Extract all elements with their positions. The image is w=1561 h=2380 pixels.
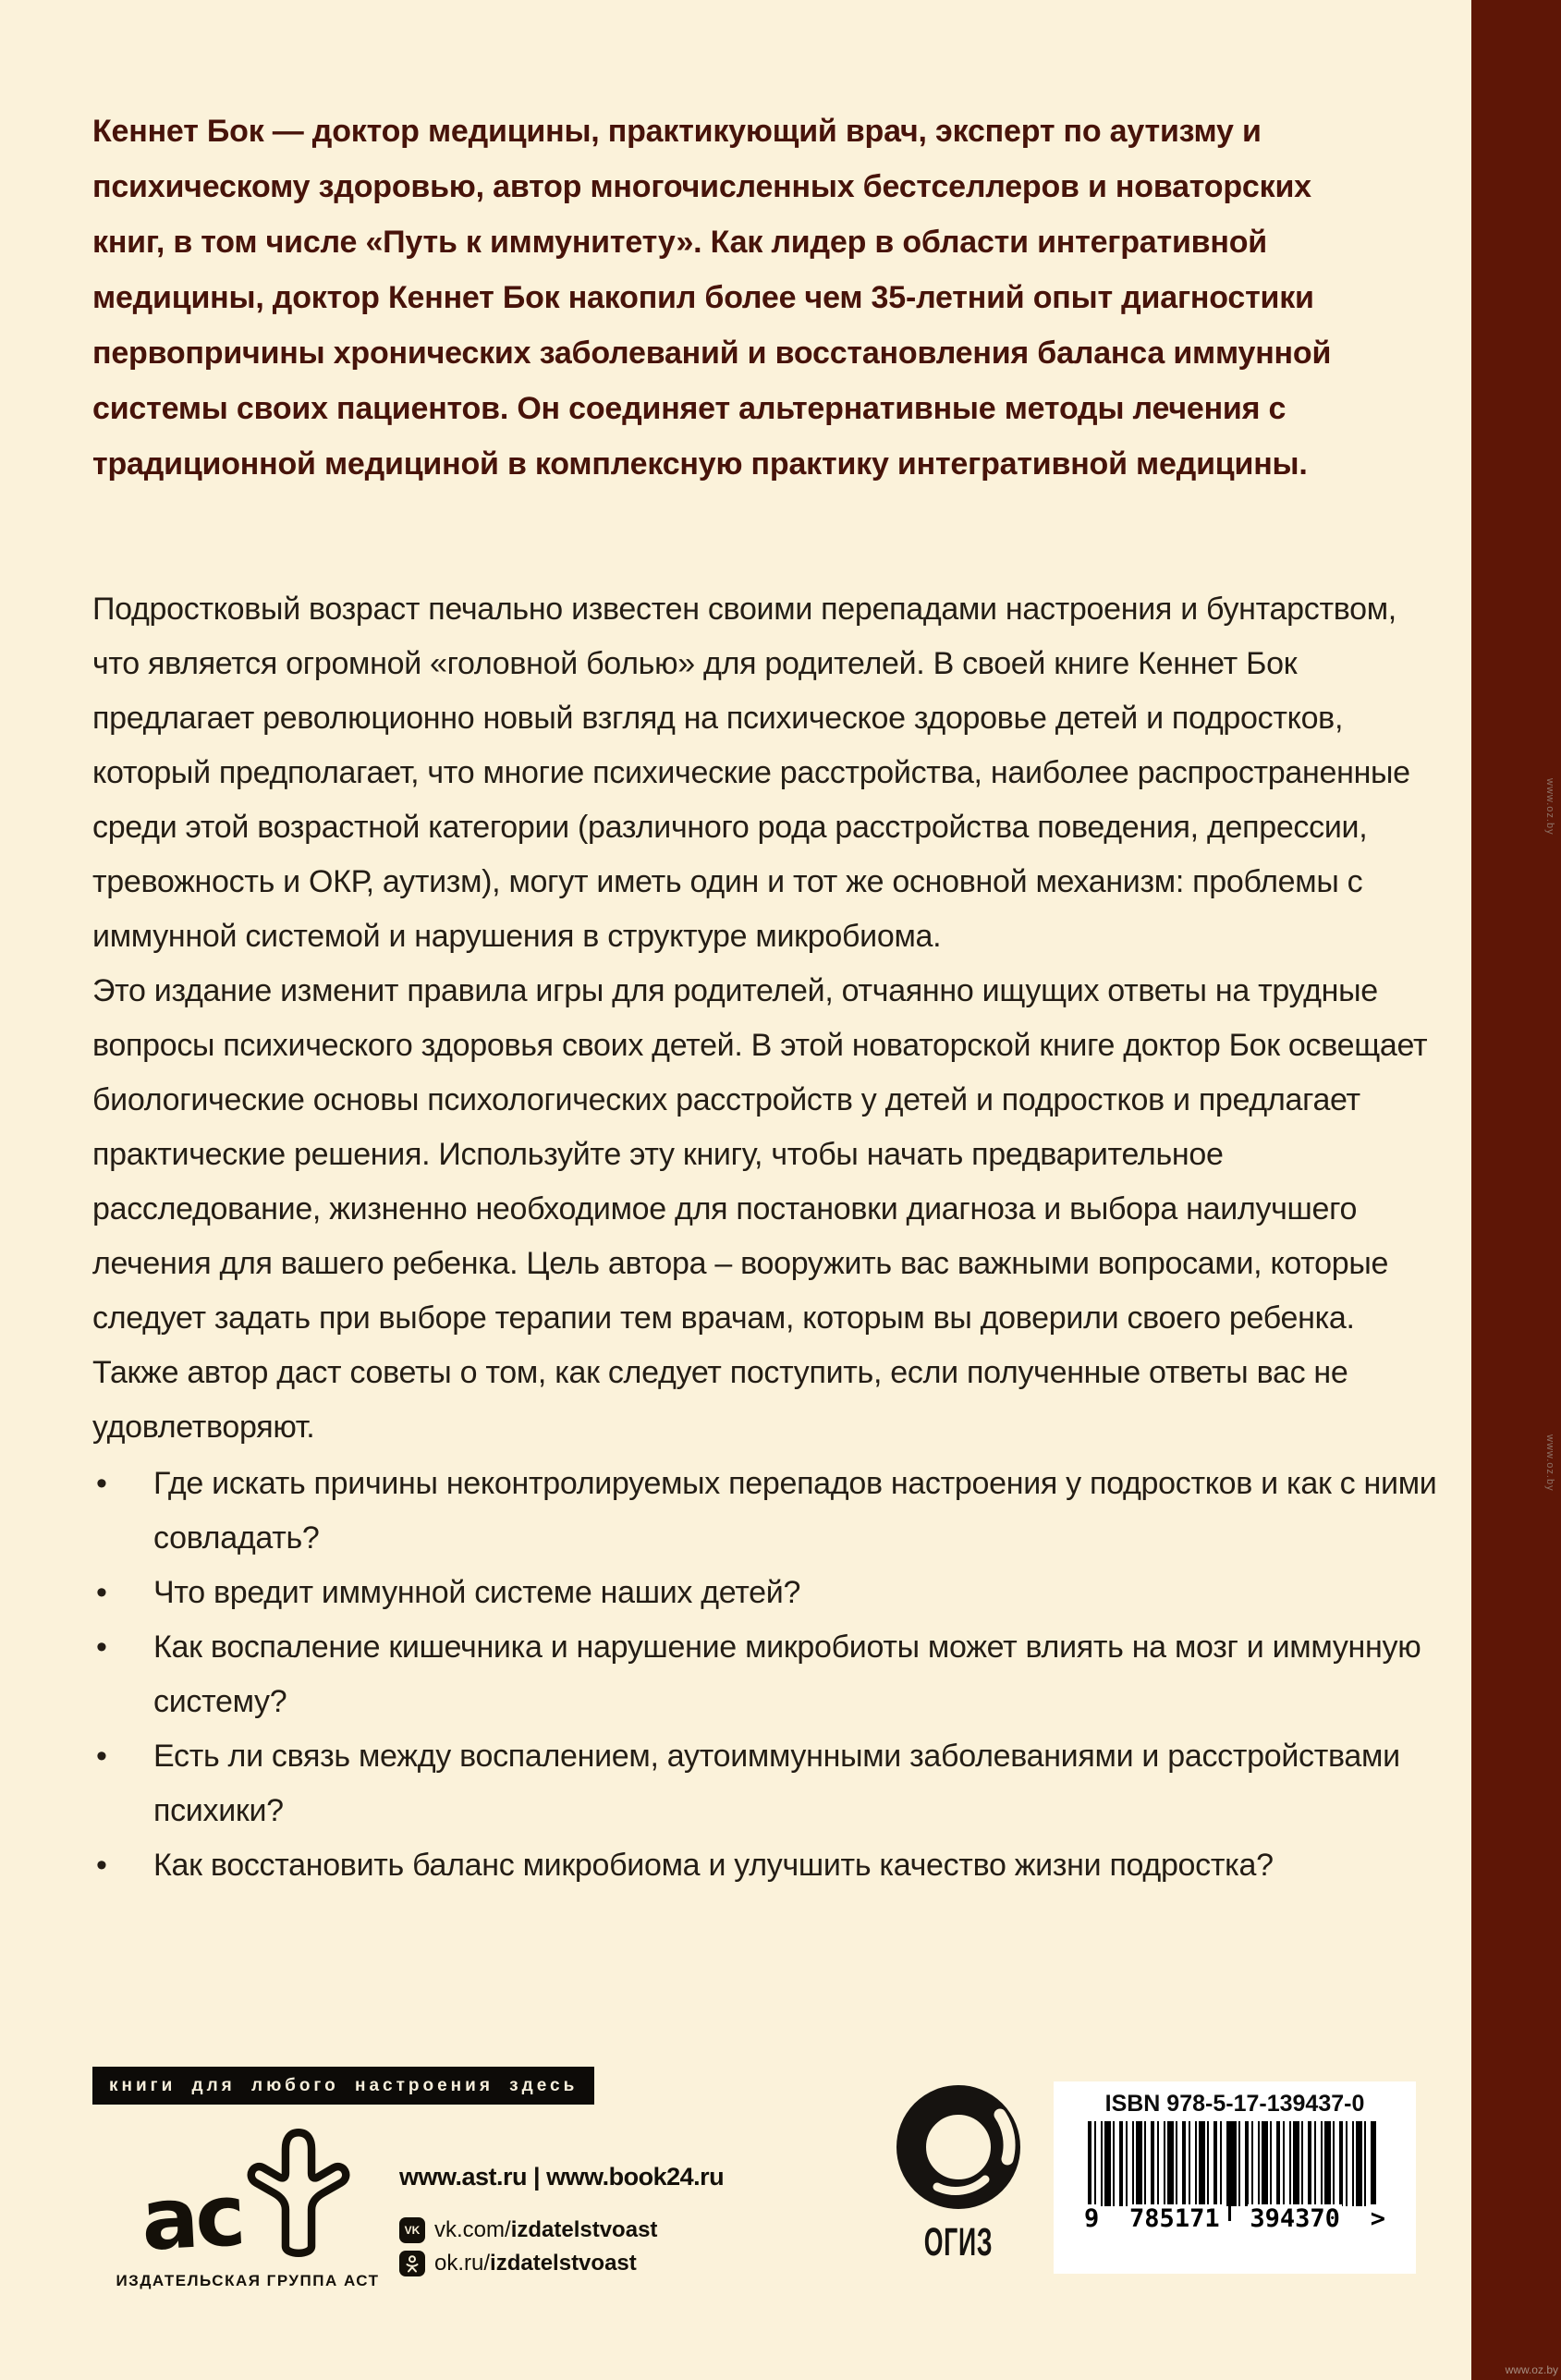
ok-link: ok.ru/izdatelstvoast xyxy=(434,2251,637,2276)
ogiz-ring-icon xyxy=(889,2078,1028,2216)
barcode-digits: 9 785171 394370 > xyxy=(1084,2204,1385,2233)
question-item: • Есть ли связь между воспалением, аутоиммунными заболеваниями и расстройствами психики? xyxy=(92,1729,1437,1838)
vk-icon: VK xyxy=(399,2217,425,2243)
author-bio: Кеннет Бок — доктор медицины, практикующий врач, эксперт по аутизму и психическому здоровью, автор многочисленных бестселлеров и новаторских книг, в том числе «Путь к иммунитету». Как лидер в области интегративной медицины, доктор Кеннет Бок накопил более чем 35-летний опыт диагностики первопричины хронических заболеваний и восстановления баланса иммунной системы своих пациентов. Он соединяет альтернативные методы лечения с традиционной медициной в комплексную практику интегративной медицины. xyxy=(92,114,1332,482)
maroon-side-strip xyxy=(1471,0,1561,2380)
watermark-side-bottom: www.oz.by xyxy=(1544,1434,1555,1492)
ogiz-logo xyxy=(880,2078,1037,2262)
isbn-panel xyxy=(1054,2081,1416,2274)
watermark-corner: www.oz.by xyxy=(1505,2363,1558,2376)
barcode-bars xyxy=(1088,2121,1376,2206)
ogiz-label: ОГИЗ xyxy=(923,2219,994,2264)
vk-link-row xyxy=(399,2217,824,2243)
ast-person-icon xyxy=(243,2122,354,2261)
publisher-links xyxy=(399,2163,824,2284)
question-list xyxy=(92,1457,1437,1893)
vk-link: vk.com/izdatelstvoast xyxy=(434,2217,658,2242)
question-item: • Что вредит иммунной системе наших детей? xyxy=(92,1566,1437,1620)
text-column xyxy=(92,104,1437,1893)
question-item: • Как восстановить баланс микробиома и улучшить качество жизни подростка? xyxy=(92,1838,1437,1893)
annotation-paragraph-2: Это издание изменит правила игры для родителей, отчаянно ищущих ответы на трудные вопросы психического здоровья своих детей. В этой новаторской книге доктор Бок освещает биологические основы психологических расстройств у детей и подростков и предлагает практические решения. Используйте эту книгу, чтобы начать предварительное расследование, жизненно необходимое для постановки диагноза и выбора наилучшего лечения для вашего ребенка. Цель автора – вооружить вас важными вопросами, которые следует задать при выборе терапии тем врачам, которым вы доверили своего ребенка. Также автор даст советы о том, как следует поступить, если полученные ответы вас не удовлетворяют. xyxy=(92,973,1428,1445)
annotation-paragraph-1: Подростковый возраст печально известен своими перепадами настроения и бунтарством, что является огромной «головной болью» для родителей. В своей книге Кеннет Бок предлагает революционно новый взгляд на психическое здоровье детей и подростков, который предполагает, что многие психические расстройства, наиболее распространенные среди этой возрастной категории (различного рода расстройства поведения, депрессии, тревожность и ОКР, аутизм), могут иметь один и тот же основной механизм: проблемы с иммунной системой и нарушения в структуре микробиома. xyxy=(92,592,1410,954)
barcode xyxy=(1082,2121,1387,2233)
slogan-banner: книги для любого настроения здесь xyxy=(92,2067,594,2105)
ast-caption: ИЗДАТЕЛЬСКАЯ ГРУППА АСТ xyxy=(116,2272,380,2289)
question-item: • Где искать причины неконтролируемых перепадов настроения у подростков и как с ними совладать? xyxy=(92,1457,1437,1566)
question-item: • Как воспаление кишечника и нарушение микробиоты может влиять на мозг и иммунную систему? xyxy=(92,1620,1437,1729)
ast-publisher-logo xyxy=(109,2122,386,2290)
ok-link-row xyxy=(399,2251,824,2276)
isbn-number: ISBN 978-5-17-139437-0 xyxy=(1104,2091,1365,2117)
ok-icon xyxy=(399,2251,425,2276)
website-urls: www.ast.ru | www.book24.ru xyxy=(399,2163,725,2191)
book-annotation xyxy=(92,582,1437,1455)
watermark-side-top: www.oz.by xyxy=(1544,778,1555,836)
ast-logo-letters: ас xyxy=(138,2166,245,2270)
